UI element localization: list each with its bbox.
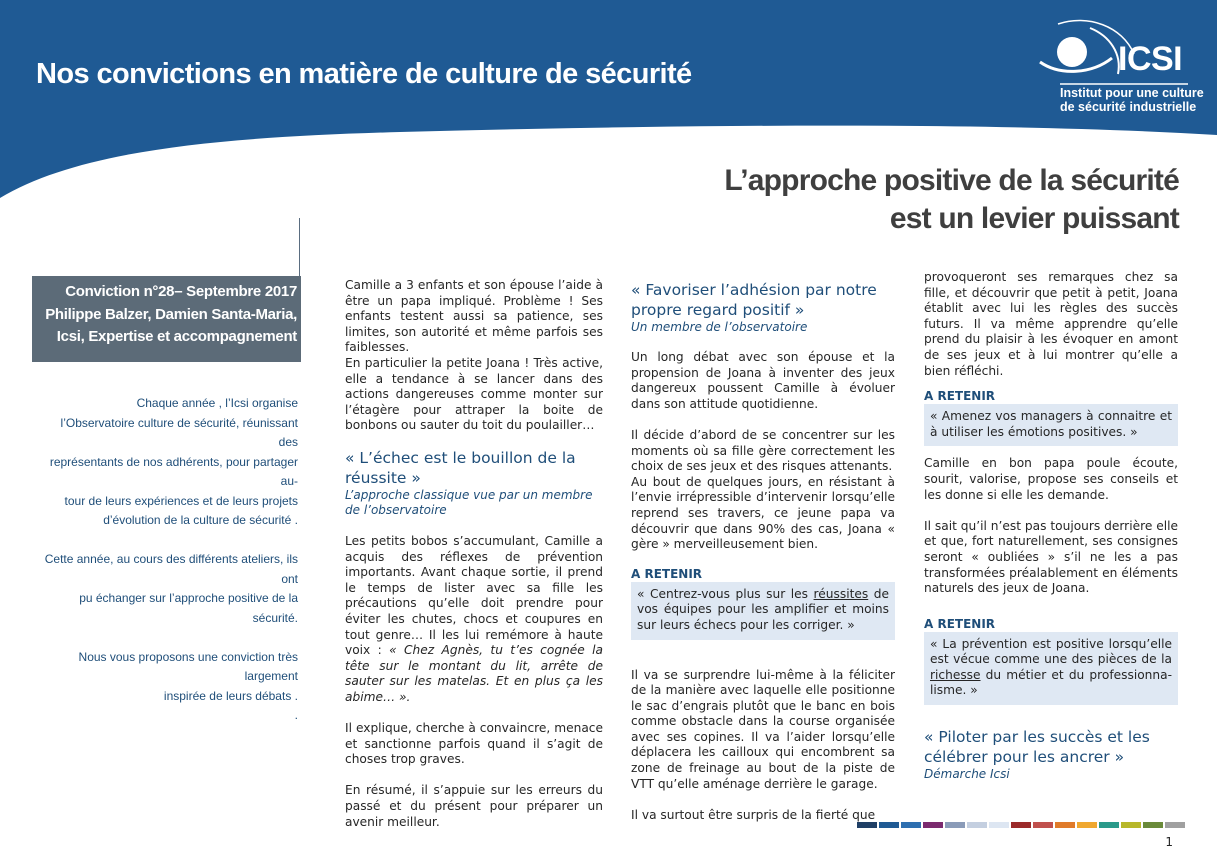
- color-swatch: [879, 822, 899, 828]
- intro-text: Chaque année , l’Icsi organise l’Observatoire culture de sécurité, réunissant des représentants de nos adhérents, pour partager au- tour de leurs expériences et de leurs projets d’évolution de la culture de sécurité . Cette année, au cours des différents ateliers, ils ont pu échanger sur l’approche positive de la sécurité. Nous vous proposons une conviction très largement inspirée de leurs débats . .: [44, 396, 298, 722]
- paragraph: Camille a 3 enfants et son épouse l’aide à être un papa impliqué. Problème ! Ses enfants testent aussi sa patience, ses limites, son autorité et même parfois ses faiblesses.: [345, 278, 603, 355]
- color-swatch: [1143, 822, 1163, 828]
- color-swatch: [1165, 822, 1185, 828]
- column-3: [924, 270, 1178, 782]
- paragraph: Il sait qu’il n’est pas toujours derrière elle et que, fort naturellement, ses consignes seront « oubliées » s’il ne les a pas transformées préalablement en éléments naturels des jeux de Joana.: [924, 518, 1178, 596]
- paragraph: Camille en bon papa poule écoute, sourit, valorise, propose ses conseils et les donne si elle les demande.: [924, 456, 1178, 502]
- column-2: [631, 280, 895, 823]
- retenir-title: A RETENIR: [924, 616, 996, 631]
- color-swatch: [1011, 822, 1031, 828]
- color-strip: [857, 822, 1185, 828]
- paragraph: En particulier la petite Joana ! Très active, elle a tendance à se lancer dans des actions dangereuses comme monter sur l’étagère pour attraper la boite de bonbons ou sauter du toit du poulailler…: [345, 355, 603, 433]
- color-swatch: [1033, 822, 1053, 828]
- paragraph: Un long débat avec son épouse et la propension de Joana à inventer des jeux dangereux poussent Camille à évoluer dans son attitude quotidienne.: [631, 350, 895, 411]
- column-1: [345, 278, 603, 830]
- section-subtitle: L’approche classique vue par un membre de l’observatoire: [345, 487, 593, 517]
- retenir-title: A RETENIR: [631, 566, 703, 581]
- color-swatch: [945, 822, 965, 828]
- color-swatch: [1077, 822, 1097, 828]
- page-number: 1: [1165, 835, 1173, 849]
- paragraph: Il décide d’abord de se concentrer sur les moments où sa fille gère correctement les choix de ses jeux et des risques attenants.: [631, 427, 895, 474]
- logo-tagline: Institut pour une culture de sécurité industrielle: [1060, 86, 1204, 114]
- conviction-box: Conviction n°28– Septembre 2017 Philippe Balzer, Damien Santa-Maria, Icsi, Expertise et accompagnement: [32, 276, 301, 362]
- paragraph: Il explique, cherche à convaincre, menace et sanctionne parfois quand il s’agit de choses trop graves.: [345, 721, 603, 767]
- section-subtitle: Démarche Icsi: [924, 767, 1010, 782]
- retenir-box: « Centrez-vous plus sur les réussites de vos équipes pour les amplifier et moins sur leurs échecs pour les corriger. »: [631, 582, 895, 640]
- paragraph: Au bout de quelques jours, en résistant à l’envie irrépressible d’intervenir lorsqu’elle reprend ses travers, ce jeune papa va découvrir que dans 90% des cas, Joana « gère » merveilleusement bien.: [631, 474, 895, 552]
- section-title: « Piloter par les succès et les célébrer pour les ancrer »: [924, 728, 1150, 767]
- paragraph: Il va se surprendre lui-même à la féliciter de la manière avec laquelle elle positionne le sac d’engrais plutôt que le banc en bois comme obstacle dans la course organisée avec ses copines. Il va l’aider lorsqu’elle déplacera les cailloux qui encombrent sa zone de freinage au bout de la piste de VTT qu’elle aménage derrière le garage.: [631, 667, 895, 791]
- paragraph: Il va surtout être surpris de la fierté que: [631, 807, 876, 822]
- logo-name: ICSI: [1118, 40, 1183, 78]
- paragraph: provoqueront ses remarques chez sa fille, et découvrir que petit à petit, Joana établit avec lui les règles des succès futurs. Il va même apprendre qu’elle prend du plaisir à les évoquer en amont de ses jeux et à lui montrer qu’elle a bien réfléchi.: [924, 270, 1178, 378]
- section-title: « L’échec est le bouillon de la réussite »: [345, 448, 576, 487]
- section-title: « Favoriser l’adhésion par notre propre regard positif »: [631, 281, 877, 319]
- paragraph: Les petits bobos s’accumulant, Camille a acquis des réflexes de prévention importants. Avant chaque sortie, il prend le temps de lister avec sa fille les précautions qu’elle doit prendre pour éviter les chutes, chocs et coupures en tout genre… Il les lui remémore à haute voix : « Chez Agnès, tu t’es cognée la tête sur le montant du lit, arrête de sauter sur les matelas. Et en plus ça les abime… ».: [345, 533, 604, 704]
- retenir-box: « Amenez vos managers à connaitre et à utiliser les émotions positives. »: [924, 404, 1178, 446]
- section-subtitle: Un membre de l’observatoire: [631, 320, 808, 334]
- color-swatch: [989, 822, 1009, 828]
- paragraph: En résumé, il s’appuie sur les erreurs du passé et du présent pour préparer un avenir meilleur.: [345, 783, 603, 829]
- page-title: Nos convictions en matière de culture de sécurité: [36, 58, 692, 90]
- color-swatch: [857, 822, 877, 828]
- color-swatch: [1099, 822, 1119, 828]
- retenir-box: « La prévention est positive lorsqu’elle est vécue comme une des pièces de la richesse du métier et du professionna-lisme. »: [924, 632, 1178, 705]
- color-swatch: [967, 822, 987, 828]
- color-swatch: [923, 822, 943, 828]
- color-swatch: [1121, 822, 1141, 828]
- color-swatch: [1055, 822, 1075, 828]
- color-swatch: [901, 822, 921, 828]
- headline: L’approche positive de la sécurité est un levier puissant: [724, 164, 1179, 235]
- retenir-title: A RETENIR: [924, 389, 996, 404]
